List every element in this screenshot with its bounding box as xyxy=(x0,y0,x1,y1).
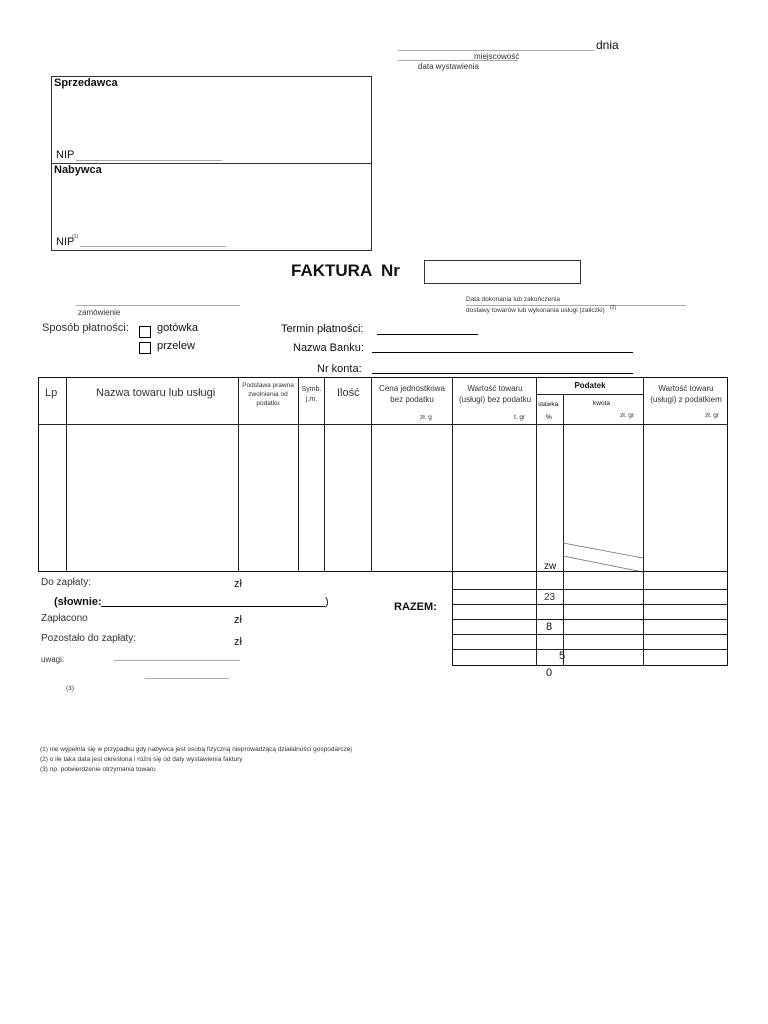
data-wystawienia-label: data wystawienia xyxy=(418,62,479,71)
miejscowosc-label: miejscowość xyxy=(474,52,520,61)
col-line xyxy=(66,377,67,572)
cash-checkbox[interactable] xyxy=(139,326,151,338)
invoice-number-field[interactable] xyxy=(424,260,581,284)
unit-netto: t. gr xyxy=(514,414,526,421)
col-line xyxy=(536,377,537,572)
do-zaplaty-label: Do zapłaty: xyxy=(41,577,92,588)
bank-field[interactable] xyxy=(372,352,633,353)
seller-box[interactable] xyxy=(51,76,372,164)
col-lp-header: Lp xyxy=(45,387,58,399)
pozostalo-label: Pozostało do zapłaty: xyxy=(41,633,137,644)
summary-row-line xyxy=(452,604,728,605)
buyer-nip-footnote: (1) xyxy=(72,234,79,240)
zamowienie-label: zamówienie xyxy=(78,308,121,317)
col-line xyxy=(371,377,372,572)
summary-row-line xyxy=(452,634,728,635)
footnote-2: (2) o ile taka data jest określona i różni się od daty wystawienia faktury xyxy=(40,756,243,763)
cash-label: gotówka xyxy=(157,322,198,334)
seller-nip-label: NIP xyxy=(56,149,75,161)
rate-zw: zw xyxy=(544,561,557,572)
unit-pct: % xyxy=(546,414,552,421)
unit-brutto: zł. gr xyxy=(705,412,720,419)
rate-23: 23 xyxy=(544,592,556,603)
col-ilosc-header: Ilość xyxy=(337,387,360,399)
seller-title: Sprzedawca xyxy=(54,77,118,89)
bank-label: Nazwa Banku: xyxy=(293,342,364,354)
col-line xyxy=(452,377,453,572)
razem-label: RAZEM: xyxy=(394,601,437,613)
zaplacono-label: Zapłacono xyxy=(41,613,88,624)
uwagi-field[interactable] xyxy=(114,660,240,661)
rate-8: 8 xyxy=(546,621,553,633)
data-dokonania-line1: Data dokonania lub zakończenia xyxy=(466,296,560,303)
kwota-zw-strike xyxy=(563,540,645,574)
slownie-field[interactable] xyxy=(101,606,325,607)
invoice-title: FAKTURA Nr xyxy=(291,261,400,280)
summary-row-line xyxy=(452,649,728,650)
col-line xyxy=(238,377,239,572)
col-cena-header: Cena jednostkowa bez podatku xyxy=(379,384,445,404)
unit-kwota: zł. gr xyxy=(620,412,635,419)
signature-field[interactable] xyxy=(145,678,229,679)
pozostalo-currency: zł xyxy=(234,636,242,648)
seller-nip-line[interactable] xyxy=(76,160,222,161)
transfer-checkbox[interactable] xyxy=(139,342,151,354)
col-podatek-header: Podatek xyxy=(574,381,606,390)
termin-label: Termin płatności: xyxy=(281,323,364,335)
data-dokonania-rule[interactable] xyxy=(466,305,686,306)
buyer-nip-label: NIP xyxy=(56,236,75,248)
buyer-nip-line[interactable] xyxy=(80,246,226,247)
buyer-title: Nabywca xyxy=(54,164,102,176)
summary-row-line xyxy=(452,589,728,590)
col-brutto-header: Wartość towaru (usługi) z podatkiem xyxy=(650,384,722,404)
zaplacono-currency: zł xyxy=(234,614,242,626)
rate-5: 5 xyxy=(559,650,566,662)
col-kwota-header: kwota xyxy=(593,400,610,407)
konto-label: Nr konta: xyxy=(317,363,362,375)
footnote-1: (1) nie wypełnia się w przypadku gdy nabywca jest osobą fizyczną nieprowadzącą działalności gospodarczej xyxy=(40,746,352,753)
data-dokonania-line2: dostawy towarów lub wykonania usługi (zaliczki) xyxy=(466,307,605,314)
konto-field[interactable] xyxy=(372,373,633,374)
slownie-label: (słownie: xyxy=(54,596,102,608)
slownie-close: ) xyxy=(325,596,329,608)
col-netto-header: Wartość towaru (usługi) bez podatku xyxy=(458,384,532,404)
col-nazwa-header: Nazwa towaru lub usługi xyxy=(96,387,216,399)
data-dokonania-footnote: (2) xyxy=(610,305,617,311)
buyer-box[interactable] xyxy=(51,163,372,251)
place-line[interactable] xyxy=(398,50,594,51)
footnote-3: (3) np. potwierdzenie otrzymania towaru xyxy=(40,766,156,773)
sposob-platnosci-label: Sposób płatności: xyxy=(42,322,129,334)
col-symb-header: Symb. j.m. xyxy=(301,386,322,403)
col-line xyxy=(298,377,299,572)
unit-cena: zł. g xyxy=(420,414,432,421)
do-zaplaty-currency: zł xyxy=(234,578,242,590)
summary-row-line xyxy=(452,619,728,620)
col-stawka-header: stawka xyxy=(538,401,559,408)
col-line xyxy=(324,377,325,572)
transfer-label: przelew xyxy=(157,340,195,352)
podatek-subheader-rule xyxy=(536,394,643,395)
col-podstawa-header: Podstawa prawna zwolnienia od podatku xyxy=(242,382,294,407)
date-line[interactable] xyxy=(398,60,518,61)
rate-0: 0 xyxy=(546,667,553,679)
zamowienie-line[interactable] xyxy=(76,305,240,306)
dnia-label: dnia xyxy=(596,38,619,52)
table-header-rule xyxy=(38,424,728,425)
termin-field[interactable] xyxy=(377,334,478,335)
signature-footnote-marker: (3) xyxy=(66,685,74,692)
uwagi-label: uwagi: xyxy=(41,655,65,664)
